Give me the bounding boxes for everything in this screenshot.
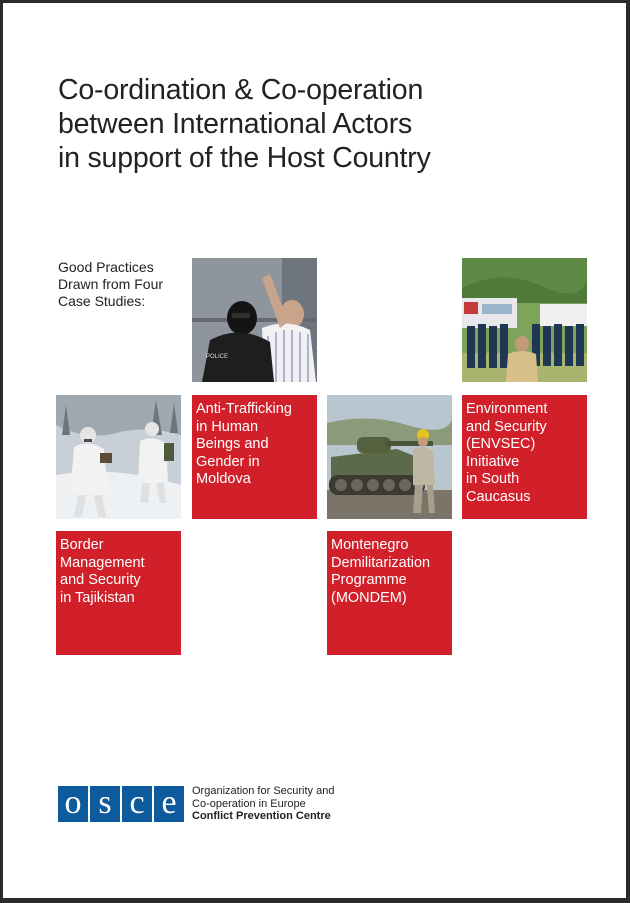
logo-letter-o: o [58, 786, 88, 822]
tank-image [327, 395, 452, 519]
intro-line-1: Good Practices [58, 259, 154, 275]
photo-tank-dismantling [327, 395, 452, 519]
title-line-2: between International Actors [58, 108, 413, 140]
intro-line-2: Drawn from Four [58, 276, 164, 292]
org-line-2: Co-operation in Europe [192, 797, 306, 810]
envsec-line-4: Initiative [466, 453, 520, 470]
envsec-line-6: Caucasus [466, 488, 531, 505]
moldova-line-3: Beings and [196, 436, 269, 452]
envsec-line-2: and Security [466, 418, 547, 435]
vest-label: POLICE [206, 354, 229, 360]
logo-letter-c: c [122, 786, 152, 822]
case-study-mondem [327, 531, 452, 655]
org-line-1: Organization for Security and [192, 785, 335, 798]
osce-logo [58, 786, 334, 822]
moldova-line-2: in Human [196, 418, 259, 435]
envsec-line-5: in South [466, 471, 520, 487]
photo-parade-ground [462, 258, 587, 382]
tajikistan-line-4: in Tajikistan [60, 589, 135, 606]
tajikistan-line-1: Border [60, 537, 104, 553]
tajikistan-line-2: Management [60, 554, 145, 571]
moldova-line-1: Anti-Trafficking [196, 401, 292, 417]
title-line-3: in support of the Host Country [58, 142, 431, 174]
mondem-line-2: Demilitarization [331, 554, 431, 571]
osce-logo-mark [58, 786, 186, 822]
mondem-line-1: Montenegro [331, 537, 409, 553]
intro-text [58, 259, 188, 310]
intro-line-3: Case Studies: [58, 293, 146, 309]
case-study-tajikistan [56, 531, 181, 655]
mondem-line-3: Programme [331, 572, 407, 588]
photo-police-search [192, 258, 317, 382]
organization-name [192, 785, 334, 823]
case-study-moldova [192, 395, 317, 519]
envsec-line-1: Environment [466, 401, 548, 417]
photo-snow-patrol [56, 395, 181, 519]
envsec-line-3: (ENVSEC) [466, 436, 536, 452]
police-search-image [192, 258, 317, 382]
moldova-line-5: Moldova [196, 471, 251, 487]
moldova-line-4: Gender in [196, 453, 260, 470]
mondem-line-4: (MONDEM) [331, 589, 407, 606]
logo-letter-e: e [154, 786, 184, 822]
cover-title [58, 73, 598, 175]
logo-letter-s: s [90, 786, 120, 822]
tajikistan-line-3: and Security [60, 572, 141, 588]
case-study-envsec [462, 395, 587, 519]
centre-name: Conflict Prevention Centre [192, 810, 331, 823]
snow-patrol-image [56, 395, 181, 519]
parade-image [462, 258, 587, 382]
title-line-1: Co-ordination & Co-operation [58, 74, 424, 106]
